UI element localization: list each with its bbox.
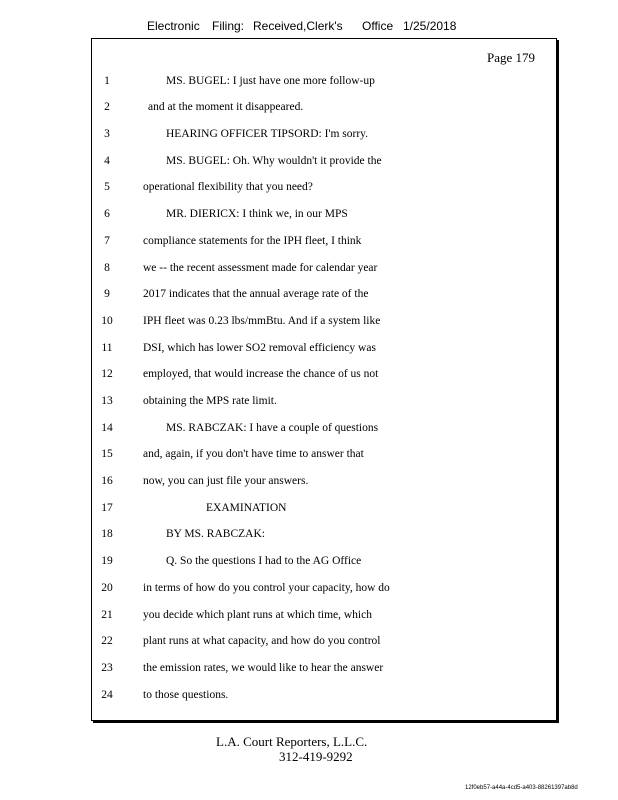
line-text: and, again, if you don't have time to answer that	[143, 448, 364, 460]
line-text: we -- the recent assessment made for calendar year	[143, 262, 378, 274]
filing-stamp-header	[0, 19, 618, 35]
line-text: HEARING OFFICER TIPSORD: I'm sorry.	[166, 128, 369, 140]
line-number: 18	[101, 528, 113, 540]
line-number: 2	[104, 101, 110, 113]
line-number: 20	[101, 582, 113, 594]
line-number: 19	[101, 555, 113, 567]
line-text: obtaining the MPS rate limit.	[143, 395, 277, 407]
line-number: 13	[101, 395, 113, 407]
line-number: 16	[101, 475, 113, 487]
line-text: MR. DIERICX: I think we, in our MPS	[166, 208, 348, 220]
line-number: 15	[101, 448, 113, 460]
line-number: 1	[104, 75, 110, 87]
line-number: 22	[101, 635, 113, 647]
line-text: to those questions.	[143, 689, 229, 701]
line-number: 3	[104, 128, 110, 140]
line-number: 21	[101, 609, 113, 621]
line-text: Q. So the questions I had to the AG Office	[166, 555, 362, 567]
line-number: 14	[101, 422, 113, 434]
page-number-label: Page 179	[487, 50, 536, 65]
reporter-phone: 312-419-9292	[279, 749, 353, 764]
line-number: 7	[104, 235, 110, 247]
line-text: IPH fleet was 0.23 lbs/mmBtu. And if a system like	[143, 315, 381, 327]
header-filing: Filing:	[212, 19, 245, 33]
line-text: EXAMINATION	[206, 502, 287, 514]
line-text: MS. BUGEL: Oh. Why wouldn't it provide the	[166, 155, 382, 167]
line-number: 17	[101, 502, 113, 514]
line-text: DSI, which has lower SO2 removal efficiency was	[143, 342, 376, 354]
line-number: 11	[101, 342, 113, 354]
header-office: Office	[362, 19, 394, 33]
line-number: 24	[101, 689, 113, 701]
line-number: 5	[104, 181, 110, 193]
line-number: 10	[101, 315, 113, 327]
header-date: 1/25/2018	[403, 19, 457, 33]
line-text: operational flexibility that you need?	[143, 181, 313, 193]
line-text: MS. BUGEL: I just have one more follow-up	[166, 75, 375, 87]
line-text: BY MS. RABCZAK:	[166, 528, 265, 540]
line-text: now, you can just file your answers.	[143, 475, 309, 487]
line-text: the emission rates, we would like to hear the answer	[143, 662, 384, 674]
line-text: and at the moment it disappeared.	[148, 101, 304, 113]
reporter-company: L.A. Court Reporters, L.L.C.	[216, 734, 368, 749]
line-text: in terms of how do you control your capacity, how do	[143, 582, 390, 594]
header-received: Received,Clerk's	[253, 19, 343, 33]
line-number: 6	[104, 208, 110, 220]
line-number: 12	[101, 368, 113, 380]
line-number: 9	[104, 288, 110, 300]
line-text: 2017 indicates that the annual average rate of the	[143, 288, 369, 300]
line-text: you decide which plant runs at which time, which	[143, 609, 372, 621]
line-text: plant runs at what capacity, and how do you control	[143, 635, 381, 647]
line-text: employed, that would increase the chance of us not	[143, 368, 379, 380]
line-number: 23	[101, 662, 113, 674]
line-number: 8	[104, 262, 110, 274]
line-text: MS. RABCZAK: I have a couple of questions	[166, 422, 379, 434]
document-hash: 12f0eb57-a44a-4cd5-a403-88261397ab8d	[465, 785, 578, 791]
line-text: compliance statements for the IPH fleet, I think	[143, 235, 362, 247]
line-number: 4	[104, 155, 110, 167]
header-electronic: Electronic	[147, 19, 200, 33]
